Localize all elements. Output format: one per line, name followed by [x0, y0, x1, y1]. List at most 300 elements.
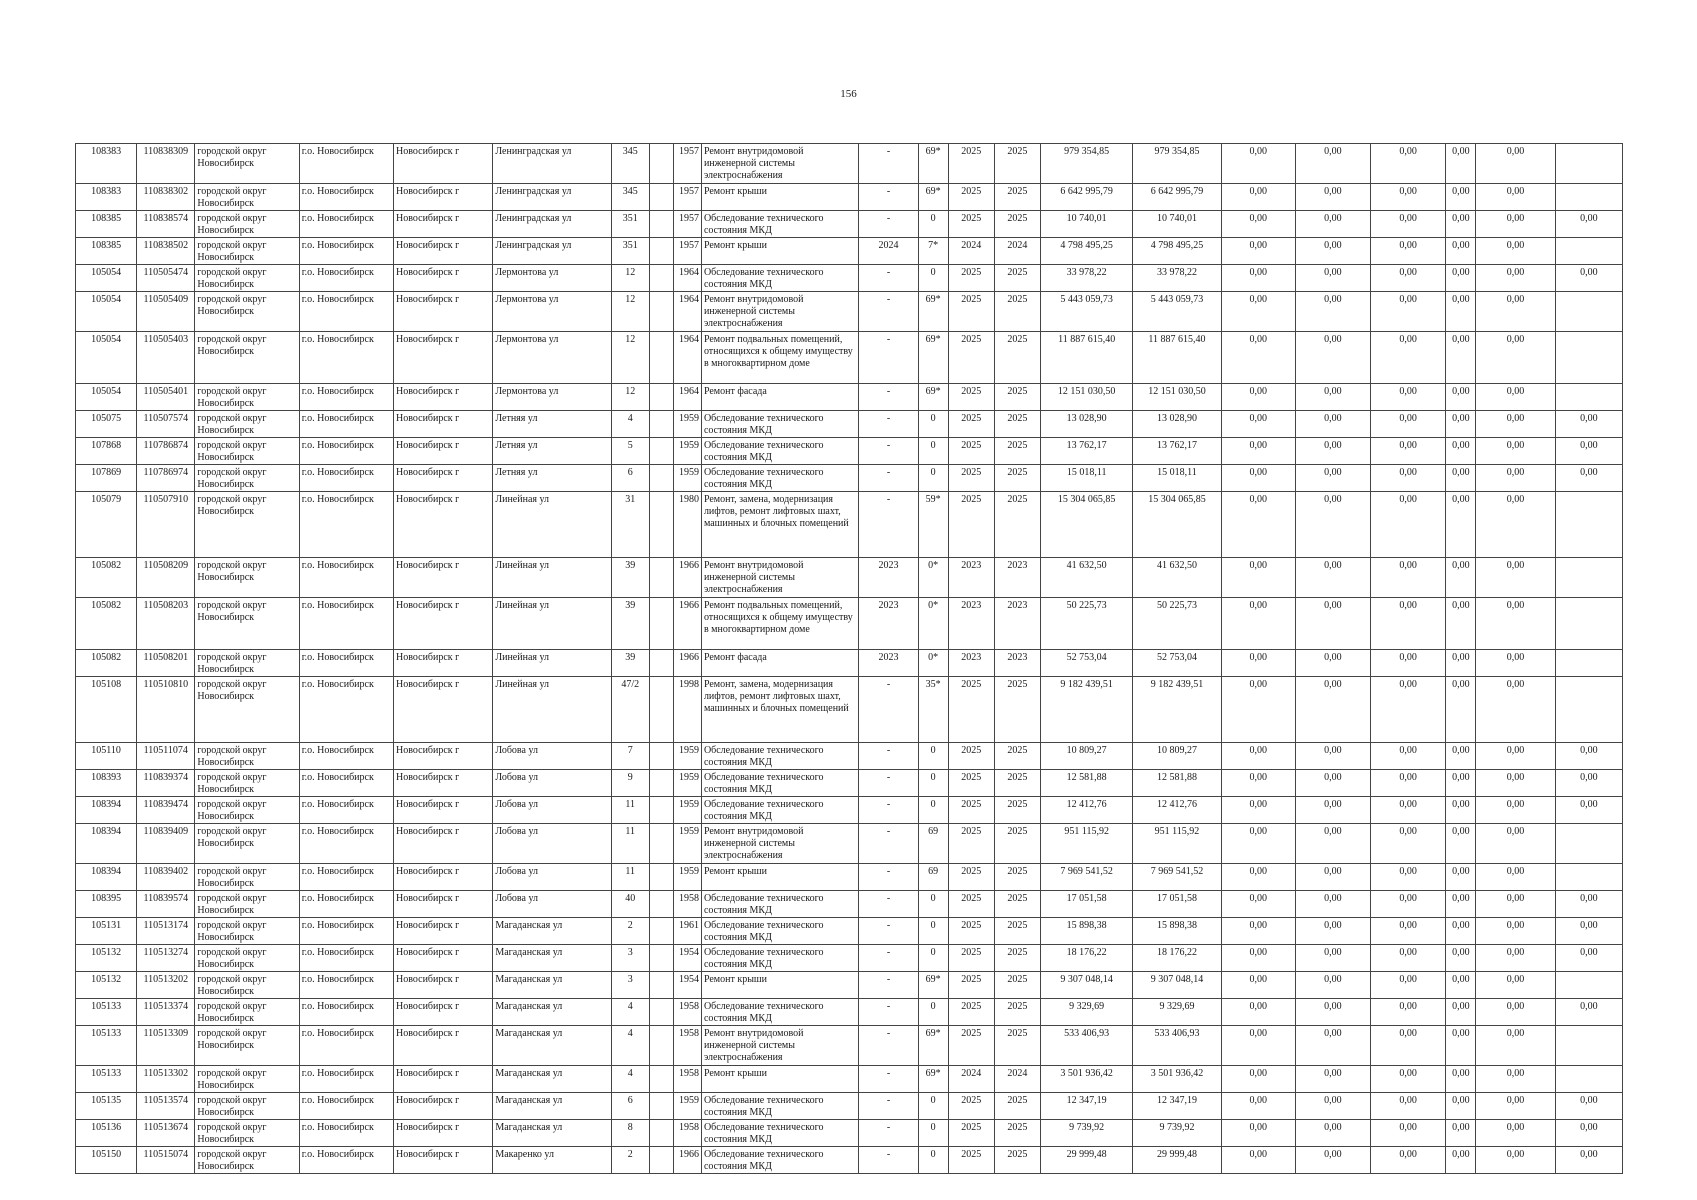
cell-plan-end: 2024 — [994, 238, 1040, 265]
cell-empty — [649, 918, 673, 945]
cell-value-4: 0,00 — [1446, 945, 1476, 972]
cell-cost-fund: 6 642 995,79 — [1133, 184, 1221, 211]
cell-municipality: городской округ Новосибирск — [195, 265, 299, 292]
cell-value-1: 0,00 — [1221, 999, 1295, 1026]
cell-value-6: 0,00 — [1555, 411, 1622, 438]
cell-value-5: 0,00 — [1476, 184, 1555, 211]
cell-house-number: 351 — [611, 211, 649, 238]
cell-value-2: 0,00 — [1295, 558, 1370, 598]
cell-municipality: городской округ Новосибирск — [195, 411, 299, 438]
cell-cost-fund: 3 501 936,42 — [1133, 1066, 1221, 1093]
cell-empty — [649, 891, 673, 918]
cell-cost-fund: 4 798 495,25 — [1133, 238, 1221, 265]
cell-wear: 69* — [918, 184, 948, 211]
cell-municipality: городской округ Новосибирск — [195, 824, 299, 864]
cell-value-3: 0,00 — [1371, 265, 1446, 292]
cell-wear: 0 — [918, 797, 948, 824]
cell-street: Магаданская ул — [493, 1093, 611, 1120]
cell-value-4: 0,00 — [1446, 743, 1476, 770]
cell-build-year: 1959 — [673, 770, 701, 797]
cell-build-year: 1966 — [673, 1147, 701, 1174]
cell-house-id: 107869 — [76, 465, 137, 492]
table-row — [76, 1026, 1623, 1066]
cell-value-4: 0,00 — [1446, 411, 1476, 438]
cell-value-6 — [1555, 184, 1622, 211]
cell-cost-fund: 979 354,85 — [1133, 144, 1221, 184]
cell-plan-start: 2025 — [948, 384, 994, 411]
cell-cost-total: 10 809,27 — [1041, 743, 1133, 770]
cell-wear: 0 — [918, 1147, 948, 1174]
cell-house-id: 105108 — [76, 677, 137, 743]
cell-value-5: 0,00 — [1476, 945, 1555, 972]
cell-city: Новосибирск г — [394, 1120, 493, 1147]
cell-plan-end: 2025 — [994, 824, 1040, 864]
cell-value-1: 0,00 — [1221, 743, 1295, 770]
cell-build-year: 1964 — [673, 384, 701, 411]
cell-value-1: 0,00 — [1221, 598, 1295, 650]
cell-house-number: 2 — [611, 1147, 649, 1174]
cell-cost-fund: 9 182 439,51 — [1133, 677, 1221, 743]
cell-cost-total: 9 329,69 — [1041, 999, 1133, 1026]
cell-prev-year: - — [859, 1066, 918, 1093]
cell-plan-end: 2025 — [994, 211, 1040, 238]
cell-value-5: 0,00 — [1476, 265, 1555, 292]
cell-street: Лобова ул — [493, 743, 611, 770]
cell-prev-year: 2023 — [859, 598, 918, 650]
cell-value-4: 0,00 — [1446, 972, 1476, 999]
cell-wear: 0* — [918, 558, 948, 598]
cell-street: Лобова ул — [493, 864, 611, 891]
cell-work-type: Ремонт крыши — [701, 1066, 859, 1093]
cell-value-3: 0,00 — [1371, 384, 1446, 411]
cell-build-year: 1964 — [673, 292, 701, 332]
cell-work-code: 110786974 — [137, 465, 195, 492]
cell-city: Новосибирск г — [394, 492, 493, 558]
table-row — [76, 265, 1623, 292]
cell-settlement: г.о. Новосибирск — [299, 1093, 393, 1120]
cell-work-type: Ремонт, замена, модернизация лифтов, ремонт лифтовых шахт, машинных и блочных помещений — [701, 677, 859, 743]
cell-house-id: 108395 — [76, 891, 137, 918]
cell-value-4: 0,00 — [1446, 265, 1476, 292]
cell-work-code: 110507574 — [137, 411, 195, 438]
cell-city: Новосибирск г — [394, 238, 493, 265]
cell-empty — [649, 999, 673, 1026]
cell-street: Ленинградская ул — [493, 238, 611, 265]
cell-house-number: 40 — [611, 891, 649, 918]
cell-city: Новосибирск г — [394, 292, 493, 332]
table-row — [76, 797, 1623, 824]
cell-value-5: 0,00 — [1476, 824, 1555, 864]
cell-value-6 — [1555, 864, 1622, 891]
cell-build-year: 1980 — [673, 492, 701, 558]
cell-value-2: 0,00 — [1295, 438, 1370, 465]
cell-value-4: 0,00 — [1446, 1026, 1476, 1066]
cell-work-type: Обследование технического состояния МКД — [701, 1093, 859, 1120]
table-row — [76, 438, 1623, 465]
cell-cost-total: 10 740,01 — [1041, 211, 1133, 238]
cell-value-2: 0,00 — [1295, 824, 1370, 864]
cell-build-year: 1957 — [673, 211, 701, 238]
cell-value-5: 0,00 — [1476, 770, 1555, 797]
cell-value-6 — [1555, 1066, 1622, 1093]
cell-wear: 0* — [918, 650, 948, 677]
cell-value-6: 0,00 — [1555, 1120, 1622, 1147]
cell-street: Магаданская ул — [493, 999, 611, 1026]
cell-empty — [649, 677, 673, 743]
cell-prev-year: - — [859, 864, 918, 891]
cell-plan-end: 2025 — [994, 999, 1040, 1026]
cell-value-4: 0,00 — [1446, 770, 1476, 797]
cell-value-4: 0,00 — [1446, 332, 1476, 384]
cell-value-6: 0,00 — [1555, 770, 1622, 797]
cell-settlement: г.о. Новосибирск — [299, 945, 393, 972]
cell-plan-end: 2025 — [994, 465, 1040, 492]
cell-value-4: 0,00 — [1446, 1066, 1476, 1093]
cell-house-number: 345 — [611, 184, 649, 211]
cell-work-code: 110505409 — [137, 292, 195, 332]
cell-value-1: 0,00 — [1221, 864, 1295, 891]
cell-value-1: 0,00 — [1221, 411, 1295, 438]
cell-value-3: 0,00 — [1371, 211, 1446, 238]
cell-value-3: 0,00 — [1371, 677, 1446, 743]
table-row — [76, 891, 1623, 918]
cell-empty — [649, 770, 673, 797]
cell-house-id: 105075 — [76, 411, 137, 438]
table-row — [76, 770, 1623, 797]
cell-value-2: 0,00 — [1295, 144, 1370, 184]
cell-value-3: 0,00 — [1371, 945, 1446, 972]
cell-value-5: 0,00 — [1476, 411, 1555, 438]
cell-work-code: 110513174 — [137, 918, 195, 945]
cell-plan-start: 2023 — [948, 650, 994, 677]
cell-value-4: 0,00 — [1446, 465, 1476, 492]
cell-cost-total: 15 018,11 — [1041, 465, 1133, 492]
cell-plan-end: 2025 — [994, 1026, 1040, 1066]
cell-cost-total: 12 151 030,50 — [1041, 384, 1133, 411]
cell-cost-fund: 12 151 030,50 — [1133, 384, 1221, 411]
cell-street: Лермонтова ул — [493, 292, 611, 332]
cell-empty — [649, 945, 673, 972]
cell-value-6: 0,00 — [1555, 465, 1622, 492]
table-row — [76, 211, 1623, 238]
cell-empty — [649, 292, 673, 332]
cell-prev-year: - — [859, 184, 918, 211]
cell-city: Новосибирск г — [394, 1066, 493, 1093]
cell-house-number: 31 — [611, 492, 649, 558]
cell-prev-year: - — [859, 770, 918, 797]
cell-plan-end: 2025 — [994, 384, 1040, 411]
cell-city: Новосибирск г — [394, 891, 493, 918]
cell-house-id: 105082 — [76, 650, 137, 677]
cell-settlement: г.о. Новосибирск — [299, 144, 393, 184]
cell-empty — [649, 332, 673, 384]
cell-wear: 59* — [918, 492, 948, 558]
cell-cost-fund: 11 887 615,40 — [1133, 332, 1221, 384]
cell-plan-end: 2025 — [994, 332, 1040, 384]
cell-work-type: Обследование технического состояния МКД — [701, 438, 859, 465]
cell-value-4: 0,00 — [1446, 492, 1476, 558]
cell-build-year: 1964 — [673, 265, 701, 292]
cell-work-type: Ремонт крыши — [701, 864, 859, 891]
cell-house-id: 108385 — [76, 211, 137, 238]
cell-build-year: 1959 — [673, 411, 701, 438]
cell-value-1: 0,00 — [1221, 1066, 1295, 1093]
cell-municipality: городской округ Новосибирск — [195, 438, 299, 465]
cell-house-number: 4 — [611, 1066, 649, 1093]
cell-house-id: 108393 — [76, 770, 137, 797]
cell-cost-fund: 33 978,22 — [1133, 265, 1221, 292]
cell-plan-end: 2025 — [994, 1120, 1040, 1147]
cell-wear: 0 — [918, 465, 948, 492]
cell-build-year: 1959 — [673, 438, 701, 465]
cell-cost-fund: 15 304 065,85 — [1133, 492, 1221, 558]
cell-work-code: 110839374 — [137, 770, 195, 797]
cell-value-4: 0,00 — [1446, 238, 1476, 265]
cell-plan-end: 2025 — [994, 743, 1040, 770]
cell-house-number: 47/2 — [611, 677, 649, 743]
cell-municipality: городской округ Новосибирск — [195, 1066, 299, 1093]
cell-house-id: 105136 — [76, 1120, 137, 1147]
cell-empty — [649, 184, 673, 211]
cell-value-3: 0,00 — [1371, 238, 1446, 265]
cell-cost-fund: 15 018,11 — [1133, 465, 1221, 492]
cell-value-5: 0,00 — [1476, 558, 1555, 598]
cell-settlement: г.о. Новосибирск — [299, 972, 393, 999]
cell-empty — [649, 598, 673, 650]
cell-municipality: городской округ Новосибирск — [195, 864, 299, 891]
cell-empty — [649, 824, 673, 864]
cell-work-code: 110505401 — [137, 384, 195, 411]
cell-value-5: 0,00 — [1476, 864, 1555, 891]
cell-value-4: 0,00 — [1446, 677, 1476, 743]
cell-empty — [649, 1147, 673, 1174]
cell-value-1: 0,00 — [1221, 891, 1295, 918]
cell-value-5: 0,00 — [1476, 211, 1555, 238]
cell-street: Летняя ул — [493, 438, 611, 465]
cell-work-code: 110513574 — [137, 1093, 195, 1120]
table-row — [76, 492, 1623, 558]
cell-city: Новосибирск г — [394, 598, 493, 650]
cell-value-3: 0,00 — [1371, 999, 1446, 1026]
cell-prev-year: - — [859, 945, 918, 972]
cell-prev-year: 2024 — [859, 238, 918, 265]
cell-value-4: 0,00 — [1446, 292, 1476, 332]
cell-value-4: 0,00 — [1446, 211, 1476, 238]
cell-work-type: Обследование технического состояния МКД — [701, 265, 859, 292]
cell-value-3: 0,00 — [1371, 797, 1446, 824]
cell-value-3: 0,00 — [1371, 465, 1446, 492]
cell-street: Линейная ул — [493, 598, 611, 650]
cell-value-2: 0,00 — [1295, 411, 1370, 438]
cell-cost-total: 13 762,17 — [1041, 438, 1133, 465]
cell-empty — [649, 1066, 673, 1093]
cell-city: Новосибирск г — [394, 1026, 493, 1066]
cell-value-1: 0,00 — [1221, 465, 1295, 492]
cell-empty — [649, 238, 673, 265]
cell-plan-start: 2025 — [948, 797, 994, 824]
cell-street: Летняя ул — [493, 411, 611, 438]
cell-empty — [649, 144, 673, 184]
cell-wear: 0 — [918, 891, 948, 918]
cell-settlement: г.о. Новосибирск — [299, 465, 393, 492]
cell-street: Лобова ул — [493, 797, 611, 824]
cell-wear: 69* — [918, 332, 948, 384]
cell-work-code: 110513302 — [137, 1066, 195, 1093]
cell-value-1: 0,00 — [1221, 211, 1295, 238]
cell-cost-total: 951 115,92 — [1041, 824, 1133, 864]
cell-value-1: 0,00 — [1221, 945, 1295, 972]
cell-municipality: городской округ Новосибирск — [195, 1026, 299, 1066]
cell-wear: 0 — [918, 999, 948, 1026]
cell-prev-year: - — [859, 1093, 918, 1120]
cell-prev-year: 2023 — [859, 650, 918, 677]
cell-settlement: г.о. Новосибирск — [299, 1066, 393, 1093]
cell-house-number: 11 — [611, 824, 649, 864]
cell-house-number: 3 — [611, 945, 649, 972]
cell-value-4: 0,00 — [1446, 797, 1476, 824]
cell-house-id: 108383 — [76, 184, 137, 211]
cell-value-5: 0,00 — [1476, 891, 1555, 918]
cell-build-year: 1966 — [673, 558, 701, 598]
cell-work-type: Ремонт крыши — [701, 238, 859, 265]
cell-value-2: 0,00 — [1295, 238, 1370, 265]
cell-municipality: городской округ Новосибирск — [195, 770, 299, 797]
cell-value-6: 0,00 — [1555, 999, 1622, 1026]
cell-settlement: г.о. Новосибирск — [299, 265, 393, 292]
cell-wear: 0 — [918, 918, 948, 945]
cell-cost-total: 12 412,76 — [1041, 797, 1133, 824]
cell-wear: 69* — [918, 144, 948, 184]
cell-settlement: г.о. Новосибирск — [299, 650, 393, 677]
cell-value-4: 0,00 — [1446, 558, 1476, 598]
cell-prev-year: - — [859, 292, 918, 332]
cell-cost-fund: 13 028,90 — [1133, 411, 1221, 438]
cell-work-code: 110838574 — [137, 211, 195, 238]
cell-settlement: г.о. Новосибирск — [299, 184, 393, 211]
cell-work-type: Обследование технического состояния МКД — [701, 1120, 859, 1147]
cell-cost-total: 979 354,85 — [1041, 144, 1133, 184]
cell-plan-start: 2025 — [948, 332, 994, 384]
cell-house-number: 4 — [611, 1026, 649, 1066]
cell-cost-total: 9 307 048,14 — [1041, 972, 1133, 999]
cell-value-2: 0,00 — [1295, 1026, 1370, 1066]
cell-house-id: 105132 — [76, 945, 137, 972]
cell-value-1: 0,00 — [1221, 1120, 1295, 1147]
cell-value-5: 0,00 — [1476, 999, 1555, 1026]
cell-plan-end: 2025 — [994, 292, 1040, 332]
cell-plan-start: 2025 — [948, 292, 994, 332]
cell-value-1: 0,00 — [1221, 384, 1295, 411]
cell-empty — [649, 465, 673, 492]
cell-city: Новосибирск г — [394, 465, 493, 492]
cell-work-code: 110839402 — [137, 864, 195, 891]
cell-house-id: 105133 — [76, 1066, 137, 1093]
cell-value-6: 0,00 — [1555, 438, 1622, 465]
cell-city: Новосибирск г — [394, 797, 493, 824]
cell-municipality: городской округ Новосибирск — [195, 797, 299, 824]
cell-house-id: 108394 — [76, 864, 137, 891]
cell-value-4: 0,00 — [1446, 824, 1476, 864]
table-row — [76, 144, 1623, 184]
cell-value-2: 0,00 — [1295, 384, 1370, 411]
cell-plan-start: 2024 — [948, 1066, 994, 1093]
cell-settlement: г.о. Новосибирск — [299, 332, 393, 384]
cell-value-1: 0,00 — [1221, 438, 1295, 465]
cell-city: Новосибирск г — [394, 211, 493, 238]
cell-value-3: 0,00 — [1371, 918, 1446, 945]
cell-municipality: городской округ Новосибирск — [195, 558, 299, 598]
cell-value-4: 0,00 — [1446, 144, 1476, 184]
cell-cost-fund: 13 762,17 — [1133, 438, 1221, 465]
cell-work-type: Ремонт фасада — [701, 650, 859, 677]
cell-cost-total: 13 028,90 — [1041, 411, 1133, 438]
cell-city: Новосибирск г — [394, 411, 493, 438]
cell-city: Новосибирск г — [394, 1147, 493, 1174]
cell-plan-start: 2025 — [948, 211, 994, 238]
cell-value-5: 0,00 — [1476, 1026, 1555, 1066]
cell-cost-fund: 10 740,01 — [1133, 211, 1221, 238]
cell-house-id: 105135 — [76, 1093, 137, 1120]
cell-prev-year: - — [859, 384, 918, 411]
cell-settlement: г.о. Новосибирск — [299, 891, 393, 918]
cell-cost-fund: 12 412,76 — [1133, 797, 1221, 824]
cell-plan-end: 2024 — [994, 1066, 1040, 1093]
cell-value-3: 0,00 — [1371, 743, 1446, 770]
cell-work-code: 110839574 — [137, 891, 195, 918]
cell-prev-year: - — [859, 999, 918, 1026]
cell-plan-end: 2023 — [994, 650, 1040, 677]
cell-empty — [649, 558, 673, 598]
table-row — [76, 332, 1623, 384]
cell-value-5: 0,00 — [1476, 238, 1555, 265]
cell-city: Новосибирск г — [394, 558, 493, 598]
cell-prev-year: - — [859, 211, 918, 238]
cell-work-type: Обследование технического состояния МКД — [701, 797, 859, 824]
cell-street: Лермонтова ул — [493, 332, 611, 384]
cell-build-year: 1958 — [673, 1120, 701, 1147]
cell-build-year: 1957 — [673, 238, 701, 265]
cell-plan-start: 2025 — [948, 945, 994, 972]
cell-value-2: 0,00 — [1295, 1120, 1370, 1147]
cell-empty — [649, 384, 673, 411]
cell-cost-fund: 50 225,73 — [1133, 598, 1221, 650]
cell-wear: 69* — [918, 972, 948, 999]
table-row — [76, 598, 1623, 650]
cell-value-6 — [1555, 144, 1622, 184]
cell-value-6: 0,00 — [1555, 797, 1622, 824]
cell-house-number: 39 — [611, 650, 649, 677]
cell-value-2: 0,00 — [1295, 891, 1370, 918]
cell-cost-fund: 29 999,48 — [1133, 1147, 1221, 1174]
cell-value-2: 0,00 — [1295, 677, 1370, 743]
cell-cost-fund: 17 051,58 — [1133, 891, 1221, 918]
cell-plan-start: 2025 — [948, 824, 994, 864]
cell-cost-fund: 7 969 541,52 — [1133, 864, 1221, 891]
cell-work-type: Обследование технического состояния МКД — [701, 211, 859, 238]
cell-build-year: 1966 — [673, 650, 701, 677]
cell-value-5: 0,00 — [1476, 292, 1555, 332]
cell-city: Новосибирск г — [394, 972, 493, 999]
cell-cost-total: 11 887 615,40 — [1041, 332, 1133, 384]
cell-value-4: 0,00 — [1446, 598, 1476, 650]
cell-city: Новосибирск г — [394, 677, 493, 743]
cell-street: Магаданская ул — [493, 918, 611, 945]
cell-value-1: 0,00 — [1221, 918, 1295, 945]
cell-cost-fund: 9 739,92 — [1133, 1120, 1221, 1147]
cell-value-3: 0,00 — [1371, 1093, 1446, 1120]
table-row — [76, 824, 1623, 864]
cell-value-1: 0,00 — [1221, 332, 1295, 384]
